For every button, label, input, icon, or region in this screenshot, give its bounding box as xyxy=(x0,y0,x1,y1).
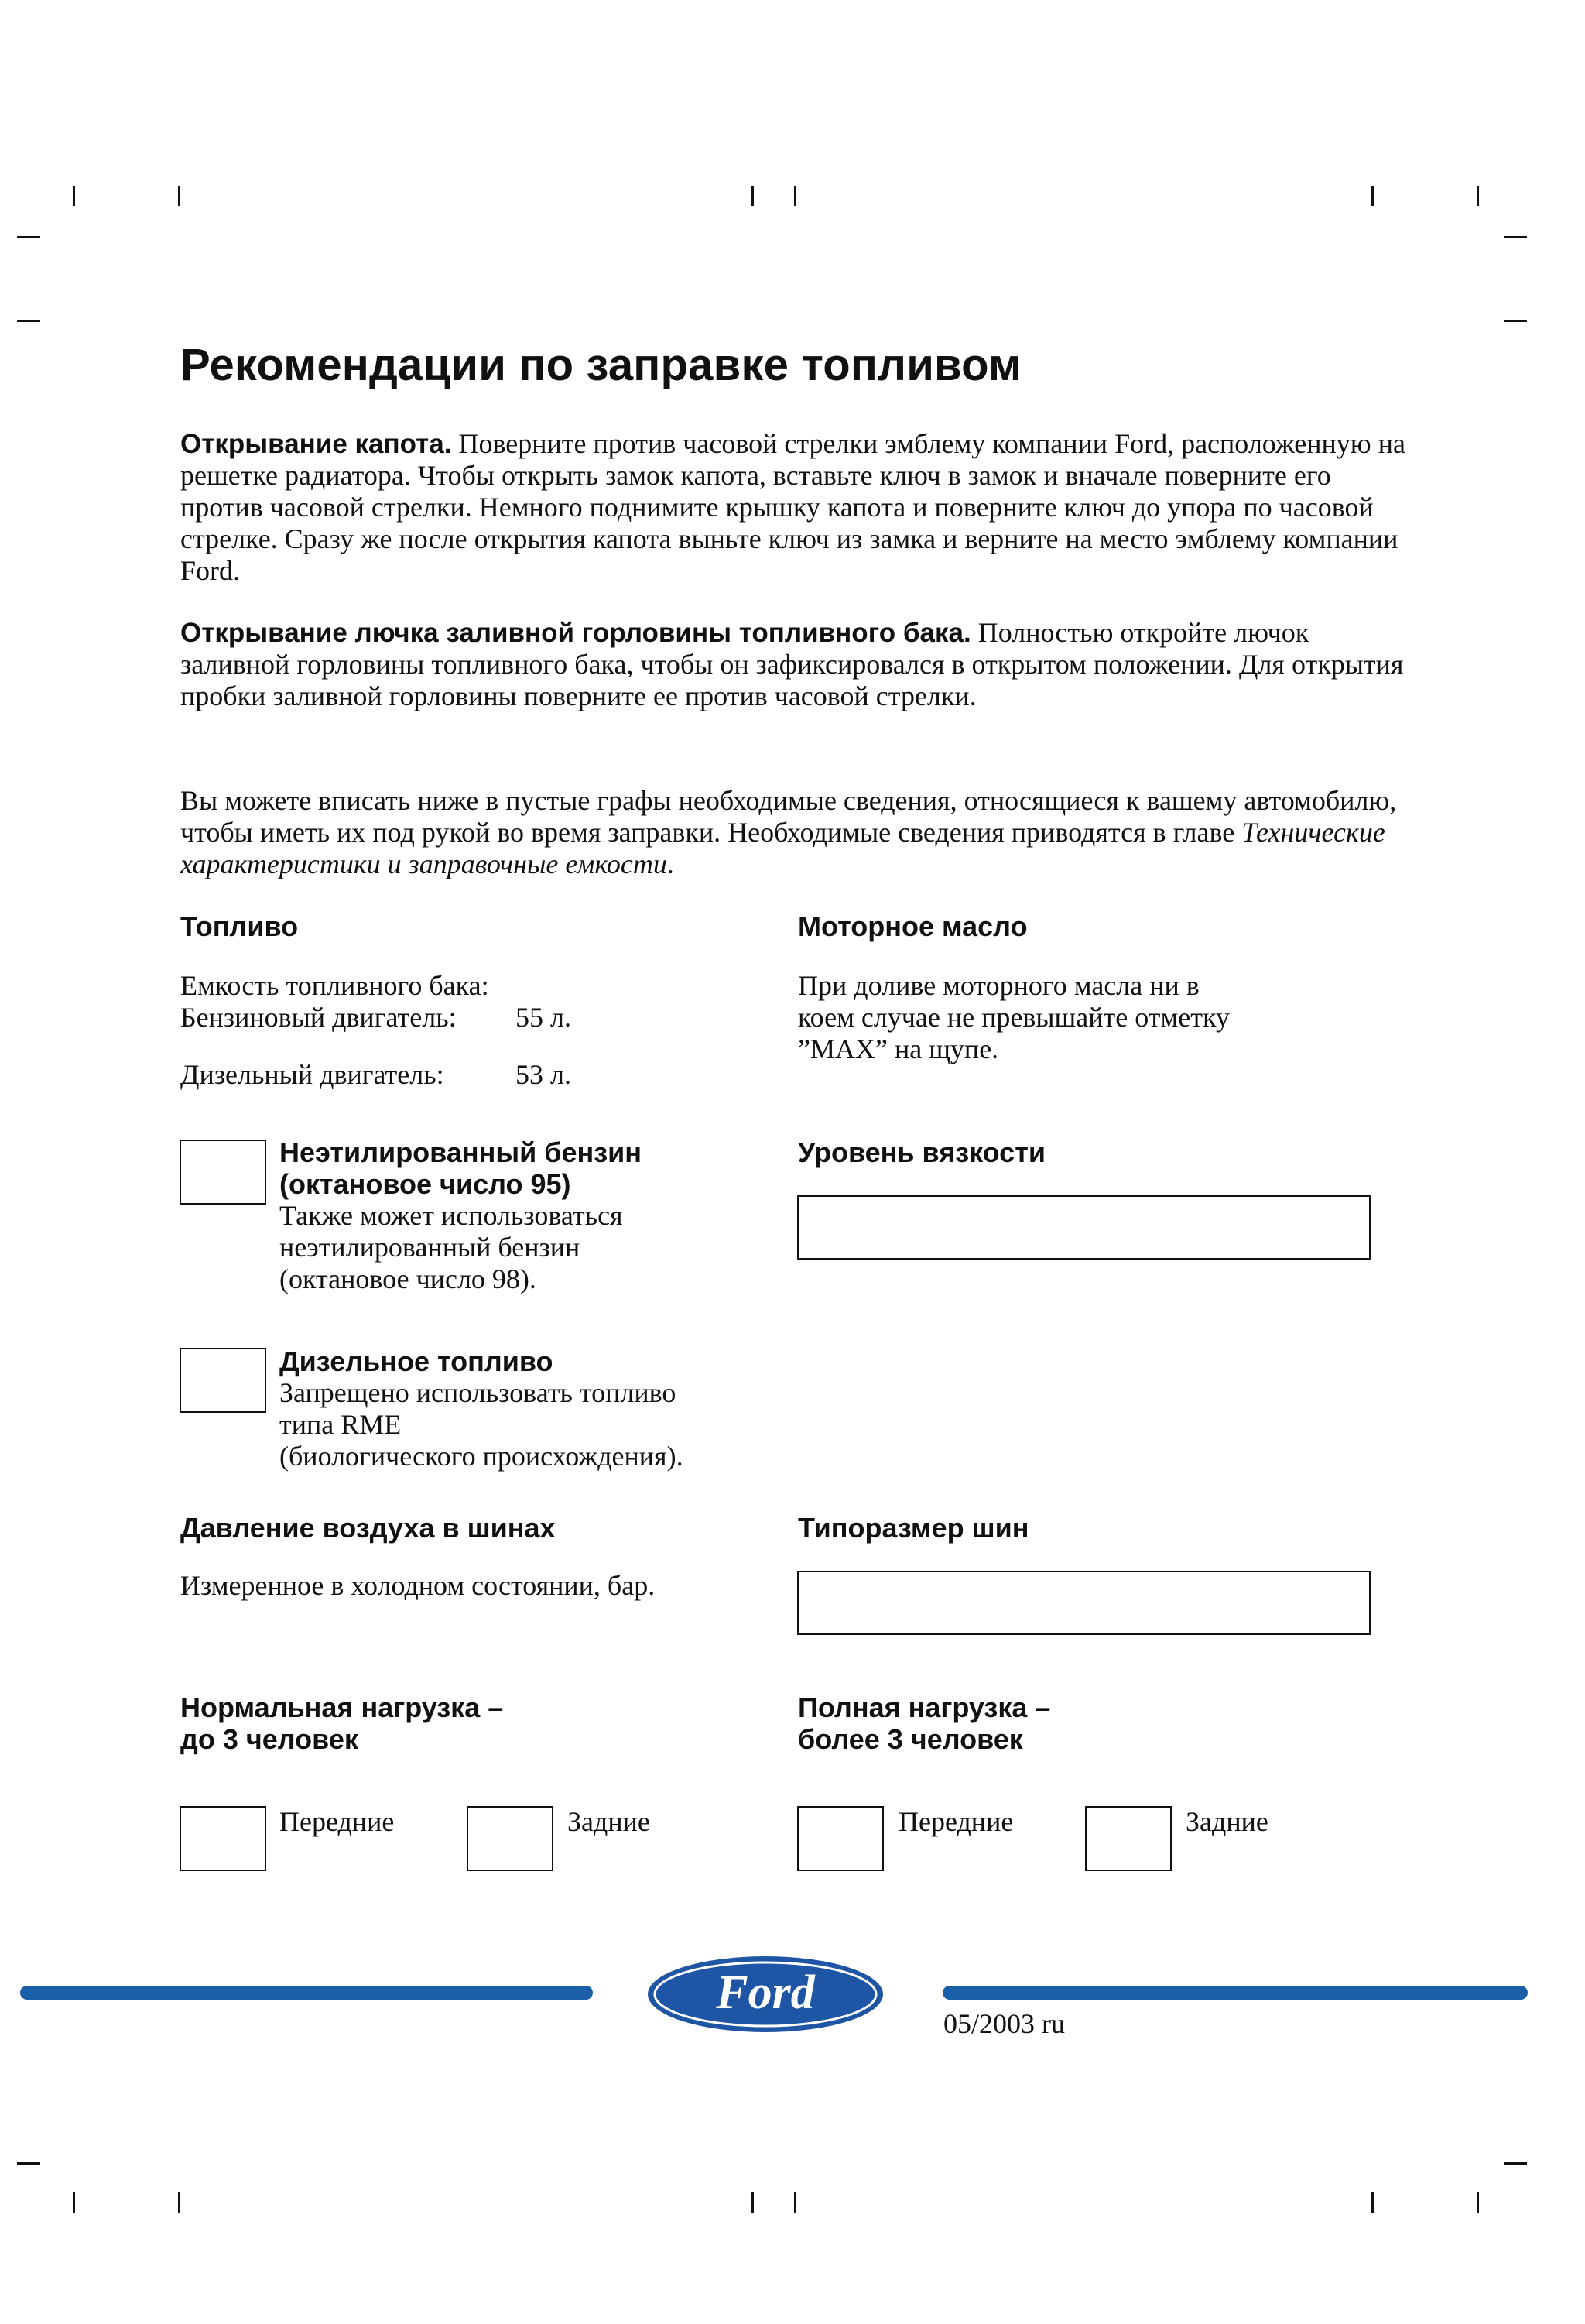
tyre-pressure-heading: Давление воздуха в шинах xyxy=(180,1512,556,1544)
hood-text: Поверните против часовой стрелки эмблему компании Ford, расположенную на решетке радиатора. Чтобы открыть замок капота, вставьте ключ в замок и вначале поверните его против часовой стрелки. Немного поднимите крышку капота и поверните ключ до упора по часовой стрелке. Сразу же после открытия капота выньте ключ из замка и верните на место эмблему компании Ford. xyxy=(180,428,1405,586)
unleaded-petrol-checkbox[interactable] xyxy=(180,1140,266,1205)
fuel-capacity-label: Емкость топливного бака: xyxy=(180,970,489,1001)
full-load-heading-line2: более 3 человек xyxy=(798,1723,1023,1755)
intro-chapter-ref: Технические характеристики и заправочные емкости xyxy=(180,817,1385,879)
fuel-flap-text: Полностью откройте лючок заливной горловины топливного бака, чтобы он зафиксировался в открытом положении. Для открытия пробки заливной горловины поверните ее против часовой стрелки. xyxy=(180,617,1404,711)
normal-rear-pressure-box[interactable] xyxy=(467,1806,553,1871)
ford-logo-text: Ford xyxy=(716,1966,815,2019)
intro-paragraph: Вы можете вписать ниже в пустые графы необходимые сведения, относящиеся к вашему автомобилю, чтобы иметь их под рукой во время заправки. Необходимые сведения приводятся в главе Технические характеристики и заправочные емкости. xyxy=(180,785,1397,879)
viscosity-field[interactable] xyxy=(797,1195,1371,1260)
ford-logo xyxy=(645,1954,885,2034)
tyre-pressure-note: Измеренное в холодном состоянии, бар. xyxy=(180,1570,656,1601)
fuel-flap-lead: Открывание лючка заливной горловины топливного бака. xyxy=(180,618,971,648)
diesel-engine-label: Дизельный двигатель: xyxy=(180,1059,444,1090)
fuel-heading: Топливо xyxy=(180,910,299,942)
petrol-engine-label: Бензиновый двигатель: xyxy=(180,1002,457,1033)
engine-oil-note-line1: При доливе моторного масла ни в xyxy=(798,970,1200,1001)
unleaded-petrol-option: Неэтилированный бензин (октановое число 95) Также может использоваться неэтилированный бензин (октановое число 98). xyxy=(279,1136,642,1294)
diesel-fuel-checkbox[interactable] xyxy=(180,1348,266,1413)
hood-lead: Открывание капота. xyxy=(180,429,452,459)
full-rear-label: Задние xyxy=(1186,1806,1268,1837)
tyre-size-field[interactable] xyxy=(797,1571,1371,1635)
footer-bar-left xyxy=(20,1986,593,2000)
hood-paragraph xyxy=(180,428,1419,587)
engine-oil-note-line3: ”MAX” на щупе. xyxy=(798,1033,999,1064)
diesel-fuel-option: Дизельное топливо Запрещено использовать топливо типа RME (биологического происхождения). xyxy=(279,1345,683,1472)
full-rear-pressure-box[interactable] xyxy=(1085,1806,1172,1871)
normal-load-heading-line2: до 3 человек xyxy=(180,1723,358,1755)
normal-front-pressure-box[interactable] xyxy=(180,1806,266,1871)
diesel-capacity-value: 53 л. xyxy=(515,1059,571,1090)
petrol-capacity-value: 55 л. xyxy=(515,1002,571,1033)
engine-oil-heading: Моторное масло xyxy=(798,910,1028,942)
tyre-size-heading: Типоразмер шин xyxy=(798,1512,1029,1544)
full-front-label: Передние xyxy=(899,1806,1014,1837)
engine-oil-note-line2: коем случае не превышайте отметку xyxy=(798,1002,1230,1033)
viscosity-heading: Уровень вязкости xyxy=(798,1136,1046,1168)
normal-front-label: Передние xyxy=(279,1806,395,1837)
page-title: Рекомендации по заправке топливом xyxy=(180,340,1022,390)
full-load-heading-line1: Полная нагрузка – xyxy=(798,1692,1051,1723)
intro-text: Вы можете вписать ниже в пустые графы необходимые сведения, относящиеся к вашему автомобилю, чтобы иметь их под рукой во время заправки. Необходимые сведения приводятся в главе xyxy=(180,785,1397,848)
document-code: 05/2003 ru xyxy=(943,2008,1065,2039)
normal-rear-label: Задние xyxy=(567,1806,650,1837)
fuel-flap-paragraph xyxy=(180,617,1419,712)
footer-bar-right xyxy=(943,1986,1528,2000)
full-front-pressure-box[interactable] xyxy=(797,1806,884,1871)
normal-load-heading-line1: Нормальная нагрузка – xyxy=(180,1692,504,1723)
